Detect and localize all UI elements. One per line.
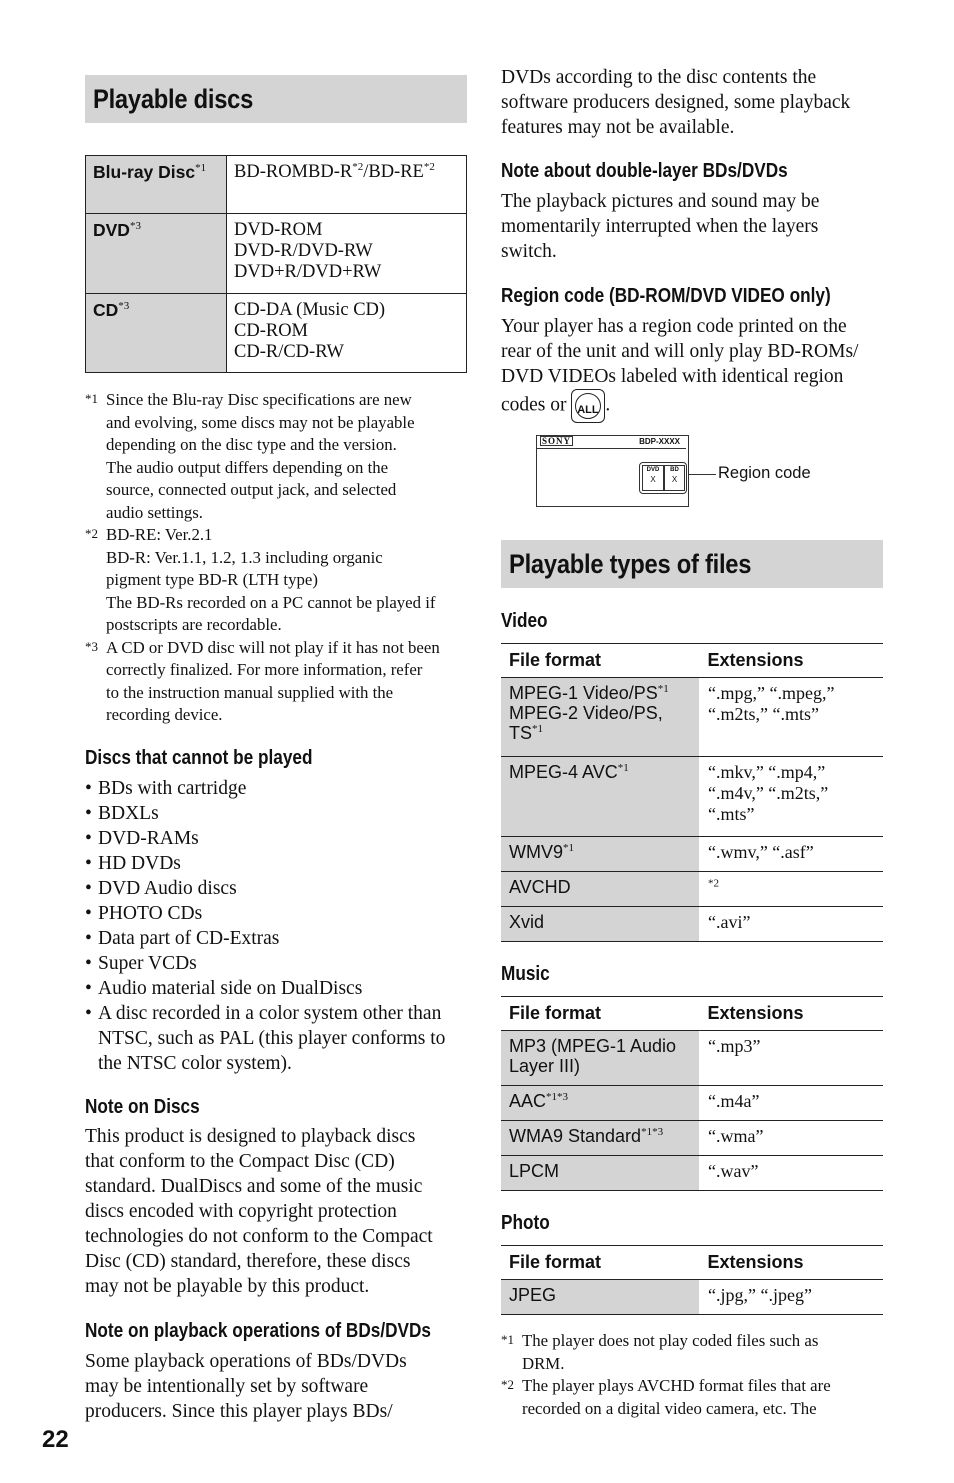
section-title: Playable discs: [93, 84, 254, 114]
note-discs-body: This product is designed to playback discs that conform to the Compact Disc (CD) standard. DualDiscs and some of the music discs encoded with copyright protection technologies do not conform to the Compact Disc (CD) standard, therefore, these discs may not be playable by this product.: [85, 1126, 433, 1297]
list-item: • Super VCDs: [85, 951, 467, 976]
page-number: 22: [42, 1426, 69, 1453]
list-item: • Data part of CD-Extras: [85, 926, 467, 951]
table-row: [86, 156, 467, 214]
list-item: • HD DVDs: [85, 851, 467, 876]
heading-double-layer: Note about double-layer BDs/DVDs: [501, 160, 788, 182]
list-item: • Audio material side on DualDiscs: [85, 976, 467, 1001]
disc-footnotes: [85, 389, 467, 727]
video-formats-table: [501, 643, 883, 942]
disc-formats-cell: CD-DA (Music CD) CD-ROM CD-R/CD-RW: [234, 300, 386, 362]
photo-formats-table: [501, 1245, 883, 1315]
region-body: Your player has a region code printed on the rear of the unit and will only play BD-ROMs/ DVD VIDEOs labeled with identical region codes or ALL .: [501, 314, 891, 423]
continued-text: DVDs according to the disc contents the software producers designed, some playback features may not be available.: [501, 67, 851, 138]
playable-discs-table: [85, 155, 467, 373]
disc-formats-cell: $BD-ROMBD-R^{*2}/BD-RE^{*2}$: [234, 160, 435, 182]
footnote: *1 Since the Blu-ray Disc specifications are new and evolving, some discs may not be playable depending on the disc type and the version. The audio output differs depending on the source, connected output jack, and selected audio settings.: [85, 390, 415, 522]
table-header-row: File format Extensions: [501, 644, 883, 678]
footnote: *2 The player plays AVCHD format files that are recorded on a digital video camera, etc. The: [501, 1376, 831, 1418]
table-row: WMV9$^{*1}$ “.wmv,” “.asf”: [501, 837, 883, 872]
table-header-row: File format Extensions: [501, 997, 883, 1031]
disc-type-cell: DVD$^{*3}$: [86, 214, 227, 294]
footnote: *1 The player does not play coded files such as DRM.: [501, 1331, 819, 1373]
heading-region-code: Region code (BD-ROM/DVD VIDEO only): [501, 285, 831, 307]
table-row: Xvid “.avi”: [501, 907, 883, 942]
table-row: WMA9 Standard$^{*1*3}$ “.wma”: [501, 1121, 883, 1156]
disc-type-cell: Blu-ray Disc$^{*1}$: [86, 156, 227, 214]
model-label: BDP-XXXX: [639, 437, 680, 446]
table-row: MPEG-4 AVC$^{*1}$ “.mkv,” “.mp4,” “.m4v,” “.m2ts,” “.mts”: [501, 757, 883, 837]
list-item: • BDs with cartridge: [85, 776, 467, 801]
heading-note-playback: Note on playback operations of BDs/DVDs: [85, 1320, 431, 1342]
region-code-label: DVD X BD X: [639, 462, 687, 494]
sony-logo: SONY: [542, 436, 572, 446]
table-row: MPEG-1 Video/PS$^{*1}$ MPEG-2 Video/PS, TS$^{*1}$ “.mpg,” “.mpeg,” “.m2ts,” “.mts”: [501, 678, 883, 757]
section-title: Playable types of files: [509, 549, 752, 579]
region-all-icon: ALL: [571, 389, 605, 423]
heading-note-discs: Note on Discs: [85, 1096, 200, 1118]
list-item: • BDXLs: [85, 801, 467, 826]
double-layer-body: The playback pictures and sound may be momentarily interrupted when the layers switch.: [501, 191, 820, 262]
footnote: *3 A CD or DVD disc will not play if it has not been correctly finalized. For more information, refer to the instruction manual supplied with the recording device.: [85, 637, 440, 724]
file-footnotes: [501, 1330, 883, 1420]
disc-formats-cell: DVD-ROM DVD-R/DVD-RW DVD+R/DVD+RW: [234, 220, 382, 282]
list-item: • A disc recorded in a color system other than NTSC, such as PAL (this player conforms to the NTSC color system).: [85, 1001, 467, 1076]
region-code-caption: Region code: [718, 464, 811, 482]
table-row: [86, 294, 467, 373]
table-row: $AAC^{*1*3}$ “.m4a”: [501, 1086, 883, 1121]
list-item: • DVD Audio discs: [85, 876, 467, 901]
table-header-row: File format Extensions: [501, 1246, 883, 1280]
table-row: [86, 214, 467, 294]
music-formats-table: [501, 996, 883, 1191]
heading-photo: Photo: [501, 1212, 550, 1234]
section-banner-file-types: [501, 540, 883, 588]
footnote: *2 BD-RE: Ver.2.1 BD-R: Ver.1.1, 1.2, 1.3 including organic pigment type BD-R (LTH type) The BD-Rs recorded on a PC cannot be played if postscripts are recordable.: [85, 525, 436, 634]
list-item: • DVD-RAMs: [85, 826, 467, 851]
table-row: LPCM “.wav”: [501, 1156, 883, 1191]
table-row: JPEG “.jpg,” “.jpeg”: [501, 1280, 883, 1315]
heading-music: Music: [501, 963, 550, 985]
section-banner-playable-discs: [85, 75, 467, 123]
heading-cannot-play: Discs that cannot be played: [85, 747, 313, 769]
disc-type-cell: CD$^{*3}$: [86, 294, 227, 373]
leader-line: [688, 474, 716, 475]
list-item: • PHOTO CDs: [85, 901, 467, 926]
table-row: AVCHD $^{*2}$: [501, 872, 883, 907]
table-row: MP3 (MPEG-1 Audio Layer III) “.mp3”: [501, 1031, 883, 1086]
cannot-play-list: [85, 776, 467, 1076]
note-playback-body: Some playback operations of BDs/DVDs may be intentionally set by software producers. Since this player plays BDs/: [85, 1351, 407, 1422]
heading-video: Video: [501, 610, 548, 632]
player-rear-diagram: [536, 435, 689, 507]
